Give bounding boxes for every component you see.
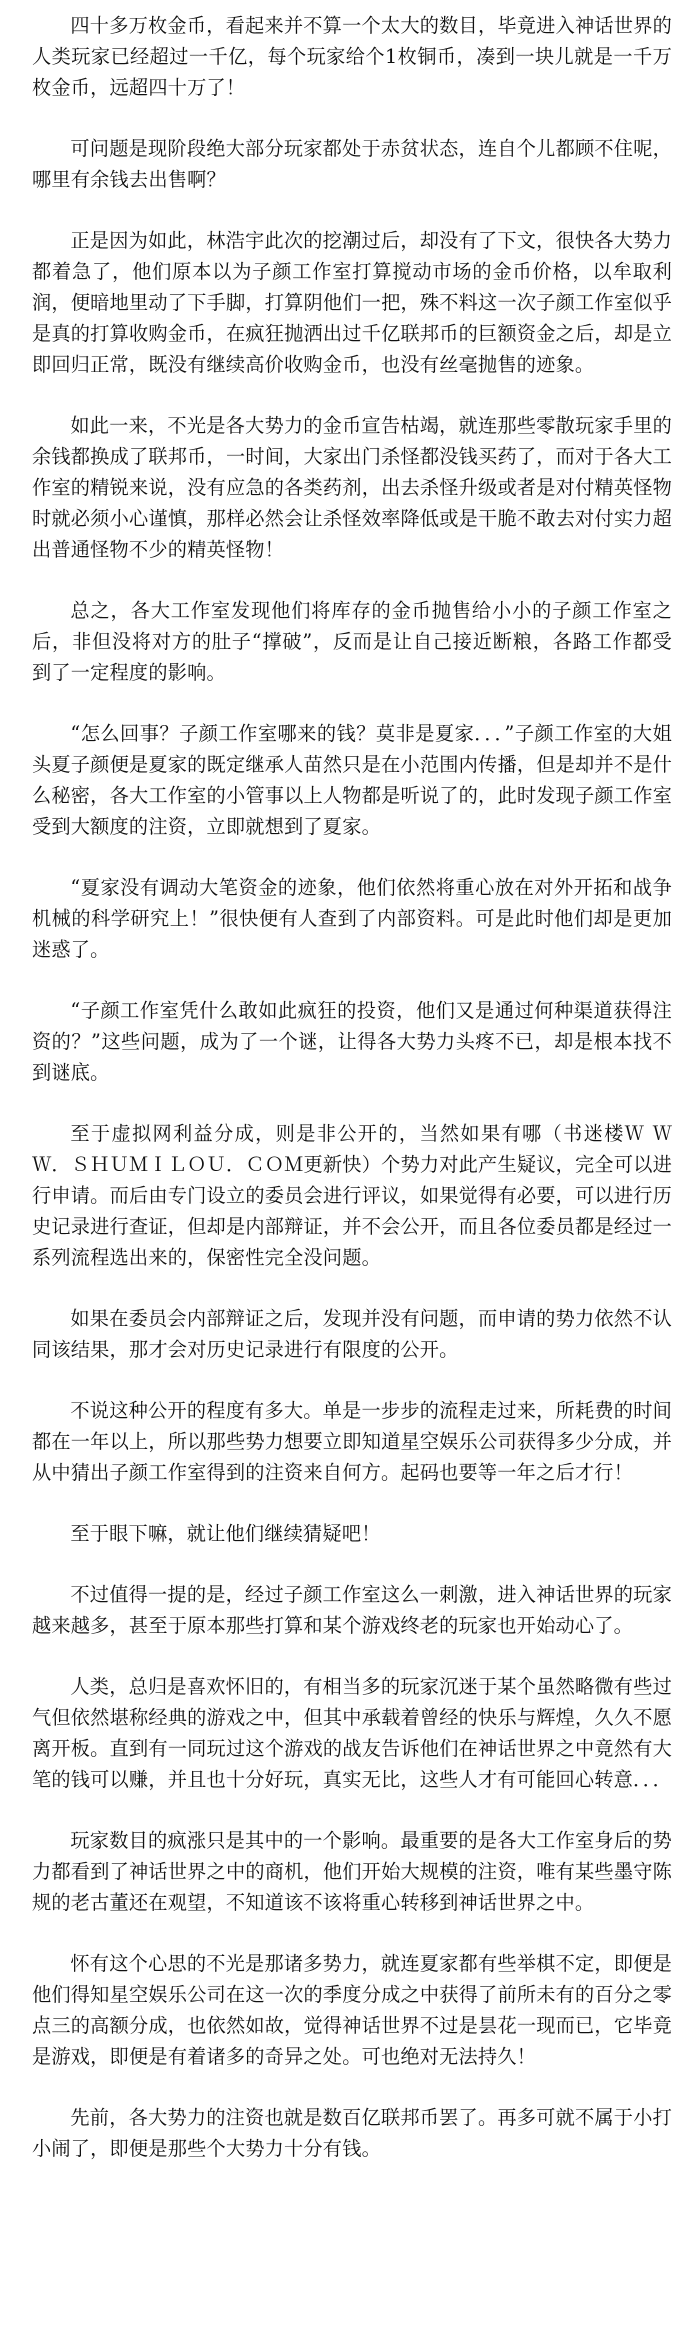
paragraph-1: 四十多万枚金币，看起来并不算一个太大的数目，毕竟进入神话世界的人类玩家已经超过一千亿，每个玩家给个1枚铜币，凑到一块儿就是一千万枚金币，远超四十万了！ xyxy=(32,14,672,99)
paragraph-4: 如此一来，不光是各大势力的金币宣告枯竭，就连那些零散玩家手里的余钱都换成了联邦币，一时间，大家出门杀怪都没钱买药了，而对于各大工作室的精锐来说，没有应急的各类药剂，出去杀怪升级或者是对付精英怪物时就必须小心谨慎，那样必然会让杀怪效率降低或是干脆不敢去对付实力超出普通怪物不少的精英怪物！ xyxy=(32,414,672,561)
paragraph-2: 可问题是现阶段绝大部分玩家都处于赤贫状态，连自个儿都顾不住呢，哪里有余钱去出售啊？ xyxy=(32,137,672,191)
paragraph-17: 先前，各大势力的注资也就是数百亿联邦币罢了。再多可就不属于小打小闹了，即便是那些个大势力十分有钱。 xyxy=(32,2106,672,2160)
paragraph-13: 不过值得一提的是，经过子颜工作室这么一刺激，进入神话世界的玩家越来越多，甚至于原本那些打算和某个游戏终老的玩家也开始动心了。 xyxy=(32,1583,672,1637)
paragraph-5: 总之，各大工作室发现他们将库存的金币抛售给小小的子颜工作室之后，非但没将对方的肚子“撑破”，反而是让自己接近断粮，各路工作都受到了一定程度的影响。 xyxy=(32,599,672,684)
paragraph-3: 正是因为如此，林浩宇此次的挖潮过后，却没有了下文，很快各大势力都着急了，他们原本以为子颜工作室打算搅动市场的金币价格，以牟取利润，便暗地里动了下手脚，打算阴他们一把，殊不料这一次子颜工作室似乎是真的打算收购金币，在疯狂抛洒出过千亿联邦币的巨额资金之后，却是立即回归正常，既没有继续高价收购金币，也没有丝毫抛售的迹象。 xyxy=(32,229,672,376)
paragraph-11: 不说这种公开的程度有多大。单是一步步的流程走过来，所耗费的时间都在一年以上，所以那些势力想要立即知道星空娱乐公司获得多少分成，并从中猜出子颜工作室得到的注资来自何方。起码也要等一年之后才行！ xyxy=(32,1399,672,1484)
paragraph-14: 人类，总归是喜欢怀旧的，有相当多的玩家沉迷于某个虽然略微有些过气但依然堪称经典的游戏之中，但其中承载着曾经的快乐与辉煌，久久不愿离开板。直到有一同玩过这个游戏的战友告诉他们在神话世界之中竟然有大笔的钱可以赚，并且也十分好玩，真实无比，这些人才有可能回心转意．．． xyxy=(32,1675,672,1791)
paragraph-12: 至于眼下嘛，就让他们继续猜疑吧！ xyxy=(70,1522,381,1545)
paragraph-7: “夏家没有调动大笔资金的迹象，他们依然将重心放在对外开拓和战争机械的科学研究上！”很快便有人查到了内部资料。可是此时他们却是更加迷惑了。 xyxy=(32,876,672,961)
paragraph-8: “子颜工作室凭什么敢如此疯狂的投资，他们又是通过何种渠道获得注资的？”这些问题，成为了一个谜，让得各大势力头疼不已，却是根本找不到谜底。 xyxy=(32,999,672,1084)
paragraph-10: 如果在委员会内部辩证之后，发现并没有问题，而申请的势力依然不认同该结果，那才会对历史记录进行有限度的公开。 xyxy=(32,1307,672,1361)
paragraph-6: “怎么回事？子颜工作室哪来的钱？莫非是夏家．．．”子颜工作室的大姐头夏子颜便是夏家的既定继承人苗然只是在小范围内传播，但是却并不是什么秘密，各大工作室的小管事以上人物都是听说了的，此时发现子颜工作室受到大额度的注资，立即就想到了夏家。 xyxy=(32,722,672,838)
paragraph-15: 玩家数目的疯涨只是其中的一个影响。最重要的是各大工作室身后的势力都看到了神话世界之中的商机，他们开始大规模的注资，唯有某些墨守陈规的老古董还在观望，不知道该不该将重心转移到神话世界之中。 xyxy=(32,1829,672,1914)
paragraph-9: 至于虚拟网利益分成，则是非公开的，当然如果有哪（书迷楼Ｗ ＷＷ．ＳＨＵＭＩＬＯＵ．ＣＯＭ更新快）个势力对此产生疑议，完全可以进行申请。而后由专门设立的委员会进行评议，如果觉得有必要，可以进行历史记录进行查证，但却是内部辩证，并不会公开，而且各位委员都是经过一系列流程选出来的，保密性完全没问题。 xyxy=(32,1122,672,1269)
paragraph-16: 怀有这个心思的不光是那诸多势力，就连夏家都有些举棋不定，即便是他们得知星空娱乐公司在这一次的季度分成之中获得了前所未有的百分之零点三的高额分成，也依然如故，觉得神话世界不过是昙花一现而已，它毕竟是游戏，即便是有着诸多的奇异之处。可也绝对无法持久！ xyxy=(32,1952,672,2068)
